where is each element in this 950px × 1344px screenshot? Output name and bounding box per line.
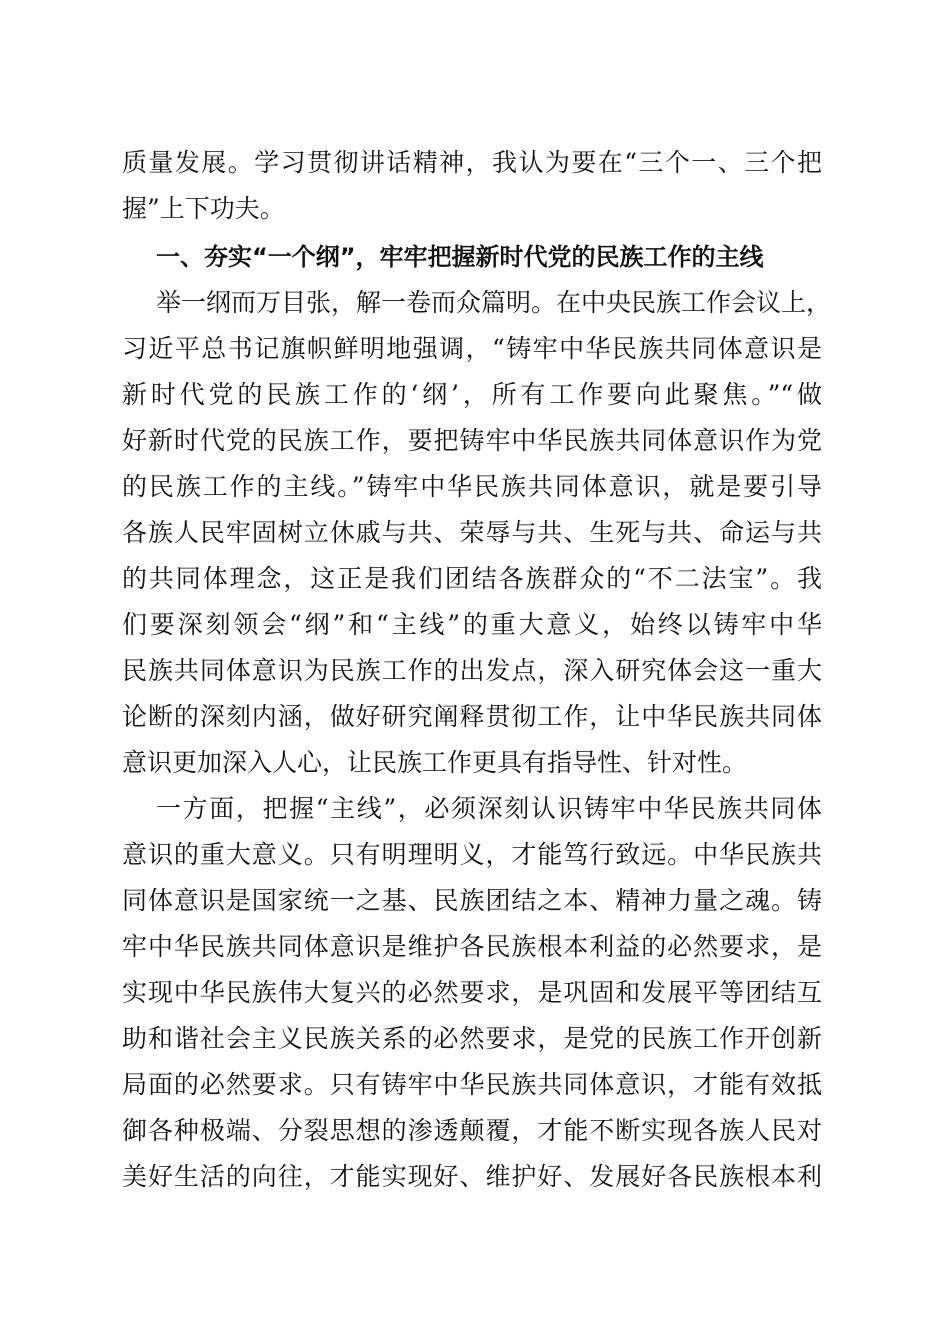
text-line: 民族共同体意识为民族工作的出发点，深入研究体会这一重大: [122, 656, 822, 685]
text-line: 助和谐社会主义民族关系的必然要求，是党的民族工作开创新: [122, 1024, 822, 1053]
text-line: 新时代党的民族工作的‘纲’，所有工作要向此聚焦。”“做: [122, 380, 822, 409]
text-line: 习近平总书记旗帜鲜明地强调，“铸牢中华民族共同体意识是: [122, 334, 822, 363]
text-line: 们要深刻领会“纲”和“主线”的重大意义，始终以铸牢中华: [122, 610, 822, 639]
text-line: 一方面，把握“主线”，必须深刻认识铸牢中华民族共同体: [156, 794, 822, 823]
text-line: 同体意识是国家统一之基、民族团结之本、精神力量之魂。铸: [122, 886, 822, 915]
text-line: 握”上下功夫。: [122, 194, 285, 223]
document-page: [122, 140, 832, 1200]
text-line: 好新时代党的民族工作，要把铸牢中华民族共同体意识作为党: [122, 426, 822, 455]
paragraph-2: [122, 786, 822, 1200]
text-line: 质量发展。学习贯彻讲话精神，我认为要在“三个一、三个把: [122, 148, 822, 177]
text-line: 实现中华民族伟大复兴的必然要求，是巩固和发展平等团结互: [122, 978, 822, 1007]
text-line: 各族人民牢固树立休戚与共、荣辱与共、生死与共、命运与共: [122, 518, 822, 547]
text-line: 牢中华民族共同体意识是维护各民族根本利益的必然要求，是: [122, 932, 822, 961]
text-line: 论断的深刻内涵，做好研究阐释贯彻工作，让中华民族共同体: [122, 702, 822, 731]
text-line: 意识更加深入人心，让民族工作更具有指导性、针对性。: [122, 748, 748, 777]
text-line: 举一纲而万目张，解一卷而众篇明。在中央民族工作会议上，: [156, 288, 832, 317]
text-line: 御各种极端、分裂思想的渗透颠覆，才能不断实现各族人民对: [122, 1116, 822, 1145]
section-heading: 一、夯实“一个纲”，牢牢把握新时代党的民族工作的主线: [156, 243, 764, 271]
paragraph-1: [122, 280, 832, 786]
text-line: 局面的必然要求。只有铸牢中华民族共同体意识，才能有效抵: [122, 1070, 822, 1099]
text-line: 美好生活的向往，才能实现好、维护好、发展好各民族根本利: [122, 1162, 822, 1191]
intro-paragraph: [122, 140, 822, 232]
text-line: 意识的重大意义。只有明理明义，才能笃行致远。中华民族共: [122, 840, 822, 869]
text-line: 的民族工作的主线。”铸牢中华民族共同体意识，就是要引导: [122, 472, 822, 501]
text-line: 的共同体理念，这正是我们团结各族群众的“不二法宝”。我: [122, 564, 822, 593]
